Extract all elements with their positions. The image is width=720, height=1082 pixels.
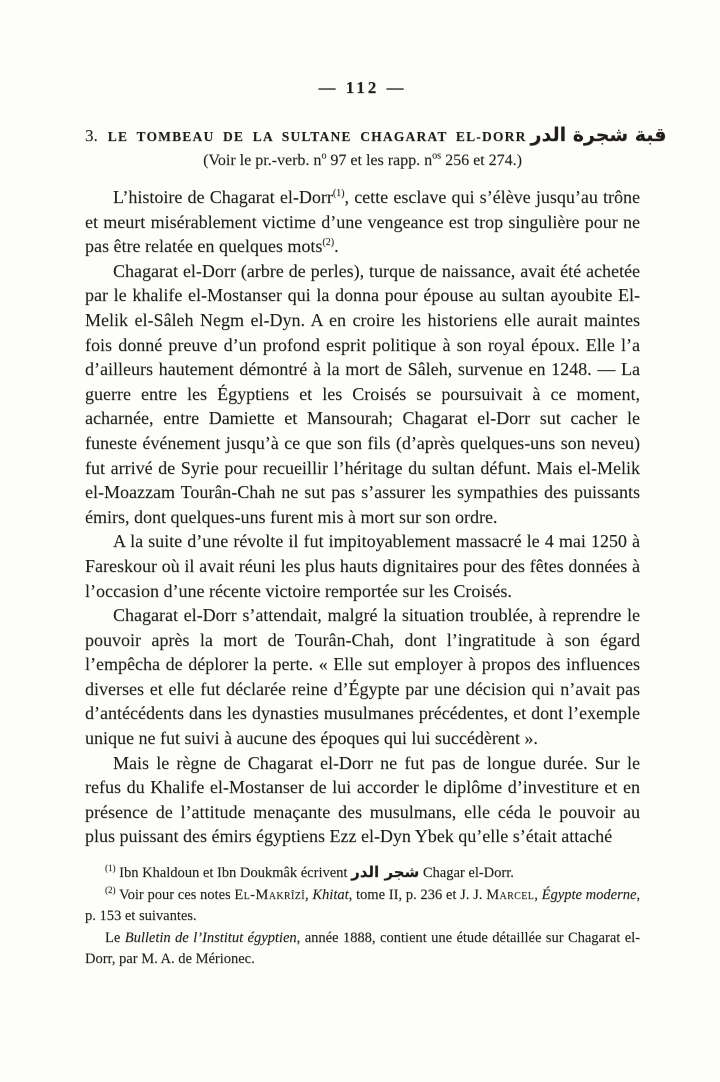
- footnote-marker-1: (1): [105, 863, 116, 874]
- section-subtitle: [85, 152, 640, 170]
- footnote-ref-2: (2): [322, 237, 335, 249]
- footnote-text: , tome II, p. 236 et J. J.: [348, 886, 487, 903]
- work-title: Bulletin de l’Institut égyptien: [124, 929, 297, 946]
- footnote-text: ,: [304, 886, 313, 903]
- body-text: [85, 185, 640, 849]
- footnote-text: ,: [534, 886, 542, 903]
- footnotes-block: [85, 862, 640, 971]
- section-heading: [85, 124, 667, 146]
- paragraph-text: , cette esclave qui s’élève jusqu’au trône et meurt misérablement victime d’une vengeance est trop singulière pour ne pas être relatée en quelques mots: [85, 187, 640, 257]
- section-title-arabic: قبة شجرة الدر: [530, 124, 667, 146]
- paragraph-text: .: [334, 236, 339, 257]
- paragraph-5: Mais le règne de Chagarat el-Dorr ne fut pas de longue durée. Sur le refus du Khalife el-Mostanser de lui accorder le diplôme d’investiture et en présence de l’attitude menaçante des musulmans, elle céda le pouvoir au plus puissant des émirs égyptiens Ezz el-Dyn Ybek qu’elle s’était attaché: [85, 752, 640, 847]
- subtitle-text: 97 et les rapp. n: [326, 152, 433, 169]
- footnote-text: Le: [105, 929, 125, 946]
- footnote-2: [85, 885, 640, 928]
- footnote-text: Voir pour ces notes: [115, 886, 235, 903]
- page-number: — 112 —: [318, 78, 407, 97]
- author-name: Marcel: [486, 886, 535, 903]
- footnote-marker-2: (2): [105, 884, 116, 895]
- footnote-ref-1: (1): [332, 188, 345, 199]
- footnote-1: [85, 862, 640, 885]
- paragraph-2: Chagarat el-Dorr (arbre de perles), turque de naissance, avait été achetée par le khalife el-Mostanser qui la donna pour épouse au sultan ayoubite El-Melik el-Sâleh Negm el-Dyn. A en croire les historiens elle aurait maintes fois donné preuve d’un profond esprit politique à son royal époux. Elle l’a d’ailleurs hautement démontré à la mort de Sâleh, survenue en 1248. — La guerre entre les Égyptiens et les Croisés se poursuivait à ce moment, acharnée, entre Damiette et Mansourah; Chagarat el-Dorr sut cacher le funeste événement jusqu’à ce que son fils (d’après quelques-uns son neveu) fut arrivé de Syrie pour recueillir l’héritage du sultan défunt. Mais el-Melik el-Moazzam Tourân-Chah ne sut pas s’assurer les sympathies des puissants émirs, dont quelques-uns furent mis à mort sur son ordre.: [85, 260, 640, 527]
- paragraph-1: [85, 185, 640, 259]
- work-title: Égypte moderne: [541, 886, 637, 903]
- subtitle-text: (Voir le pr.-verb. n: [203, 152, 322, 169]
- footnote-text: Chagar el-Dorr.: [419, 865, 514, 882]
- subtitle-text: 256 et 274.): [441, 152, 522, 169]
- section-number: 3.: [85, 126, 98, 145]
- paragraph-4: Chagarat el-Dorr s’attendait, malgré la situation troublée, à reprendre le pouvoir après la mort de Tourân-Chah, dont l’ingratitude à son égard l’empêcha de déplorer la perte. « Elle sut employer à propos des influences diverses et elle fut déclarée reine d’Égypte par une décision qui n’avait pas d’antécédents dans les dynasties musulmanes précédentes, et dont l’exemple unique ne fut suivi à aucune des époques qui lui succédèrent ».: [85, 605, 640, 749]
- section-title: LE TOMBEAU DE LA SULTANE CHAGARAT EL-DORR: [107, 129, 527, 144]
- footnote-arabic-text: شجر الدر: [351, 863, 420, 882]
- paragraph-3: A la suite d’une révolte il fut impitoyablement massacré le 4 mai 1250 à Fareskour où il avait réuni les plus hauts dignitaires pour des fêtes données à l’occasion d’une récente victoire remportée sur les Croisés.: [85, 531, 640, 601]
- superscript-os: os: [432, 150, 442, 162]
- footnote-text: , année 1888, contient une étude détaillée sur Chagarat el-Dorr, par M. A. de Mérionec.: [85, 929, 640, 968]
- paragraph-text: L’histoire de Chagarat el-Dorr: [113, 187, 333, 207]
- footnote-text: , p. 153 et suivantes.: [85, 886, 641, 925]
- footnote-text: Ibn Khaldoun et Ibn Doukmâk écrivent: [115, 865, 352, 882]
- footnote-3: [85, 928, 640, 971]
- superscript-o: o: [321, 150, 327, 162]
- author-name: El-Makrîzî: [234, 886, 305, 903]
- work-title: Khitat: [312, 886, 349, 903]
